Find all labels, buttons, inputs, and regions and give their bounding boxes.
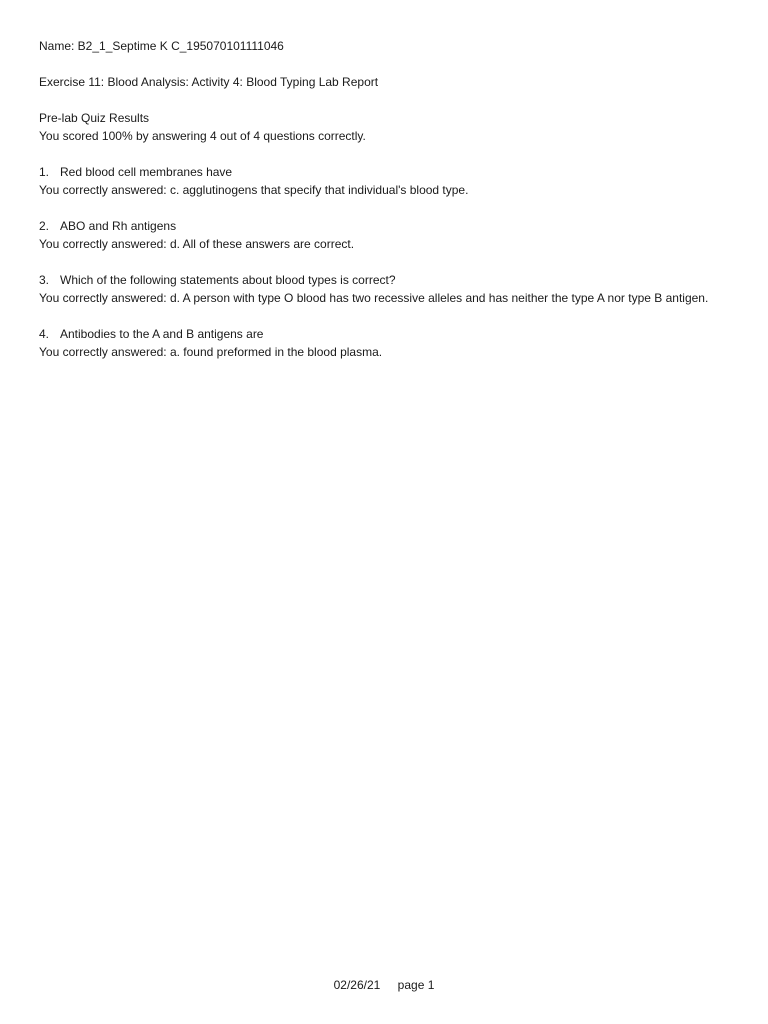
- question-text: Antibodies to the A and B antigens are: [60, 327, 264, 341]
- question-line: [39, 271, 709, 289]
- answer-text: You correctly answered: a. found preformed in the blood plasma.: [39, 345, 383, 359]
- question-number: 3.: [39, 273, 50, 287]
- question-item: [39, 271, 709, 307]
- footer-date: 02/26/21: [333, 978, 381, 992]
- question-number: 4.: [39, 327, 50, 341]
- question-text: Red blood cell membranes have: [60, 165, 233, 179]
- answer-text: You correctly answered: c. agglutinogens that specify that individual's blood type.: [39, 183, 469, 197]
- page-footer: [0, 976, 768, 994]
- question-line: [39, 163, 709, 181]
- question-item: [39, 325, 709, 361]
- answer-text: You correctly answered: d. All of these answers are correct.: [39, 237, 355, 251]
- question-number: 1.: [39, 165, 50, 179]
- question-text: ABO and Rh antigens: [60, 219, 177, 233]
- answer-text: You correctly answered: d. A person with type O blood has two recessive alleles and has neither the type A nor type B antigen.: [39, 291, 709, 305]
- student-name: Name: B2_1_Septime K C_195070101111046: [39, 39, 284, 53]
- question-line: [39, 325, 709, 343]
- question-number: 2.: [39, 219, 50, 233]
- question-item: [39, 217, 709, 253]
- exercise-title: Exercise 11: Blood Analysis: Activity 4: Blood Typing Lab Report: [39, 75, 379, 89]
- quiz-score: You scored 100% by answering 4 out of 4 questions correctly.: [39, 129, 366, 143]
- question-line: [39, 217, 709, 235]
- question-text: Which of the following statements about blood types is correct?: [60, 273, 396, 287]
- report-page: [39, 37, 709, 361]
- quiz-summary: [39, 109, 709, 145]
- question-item: [39, 163, 709, 199]
- quiz-heading: Pre-lab Quiz Results: [39, 111, 150, 125]
- footer-page-number: page 1: [397, 978, 435, 992]
